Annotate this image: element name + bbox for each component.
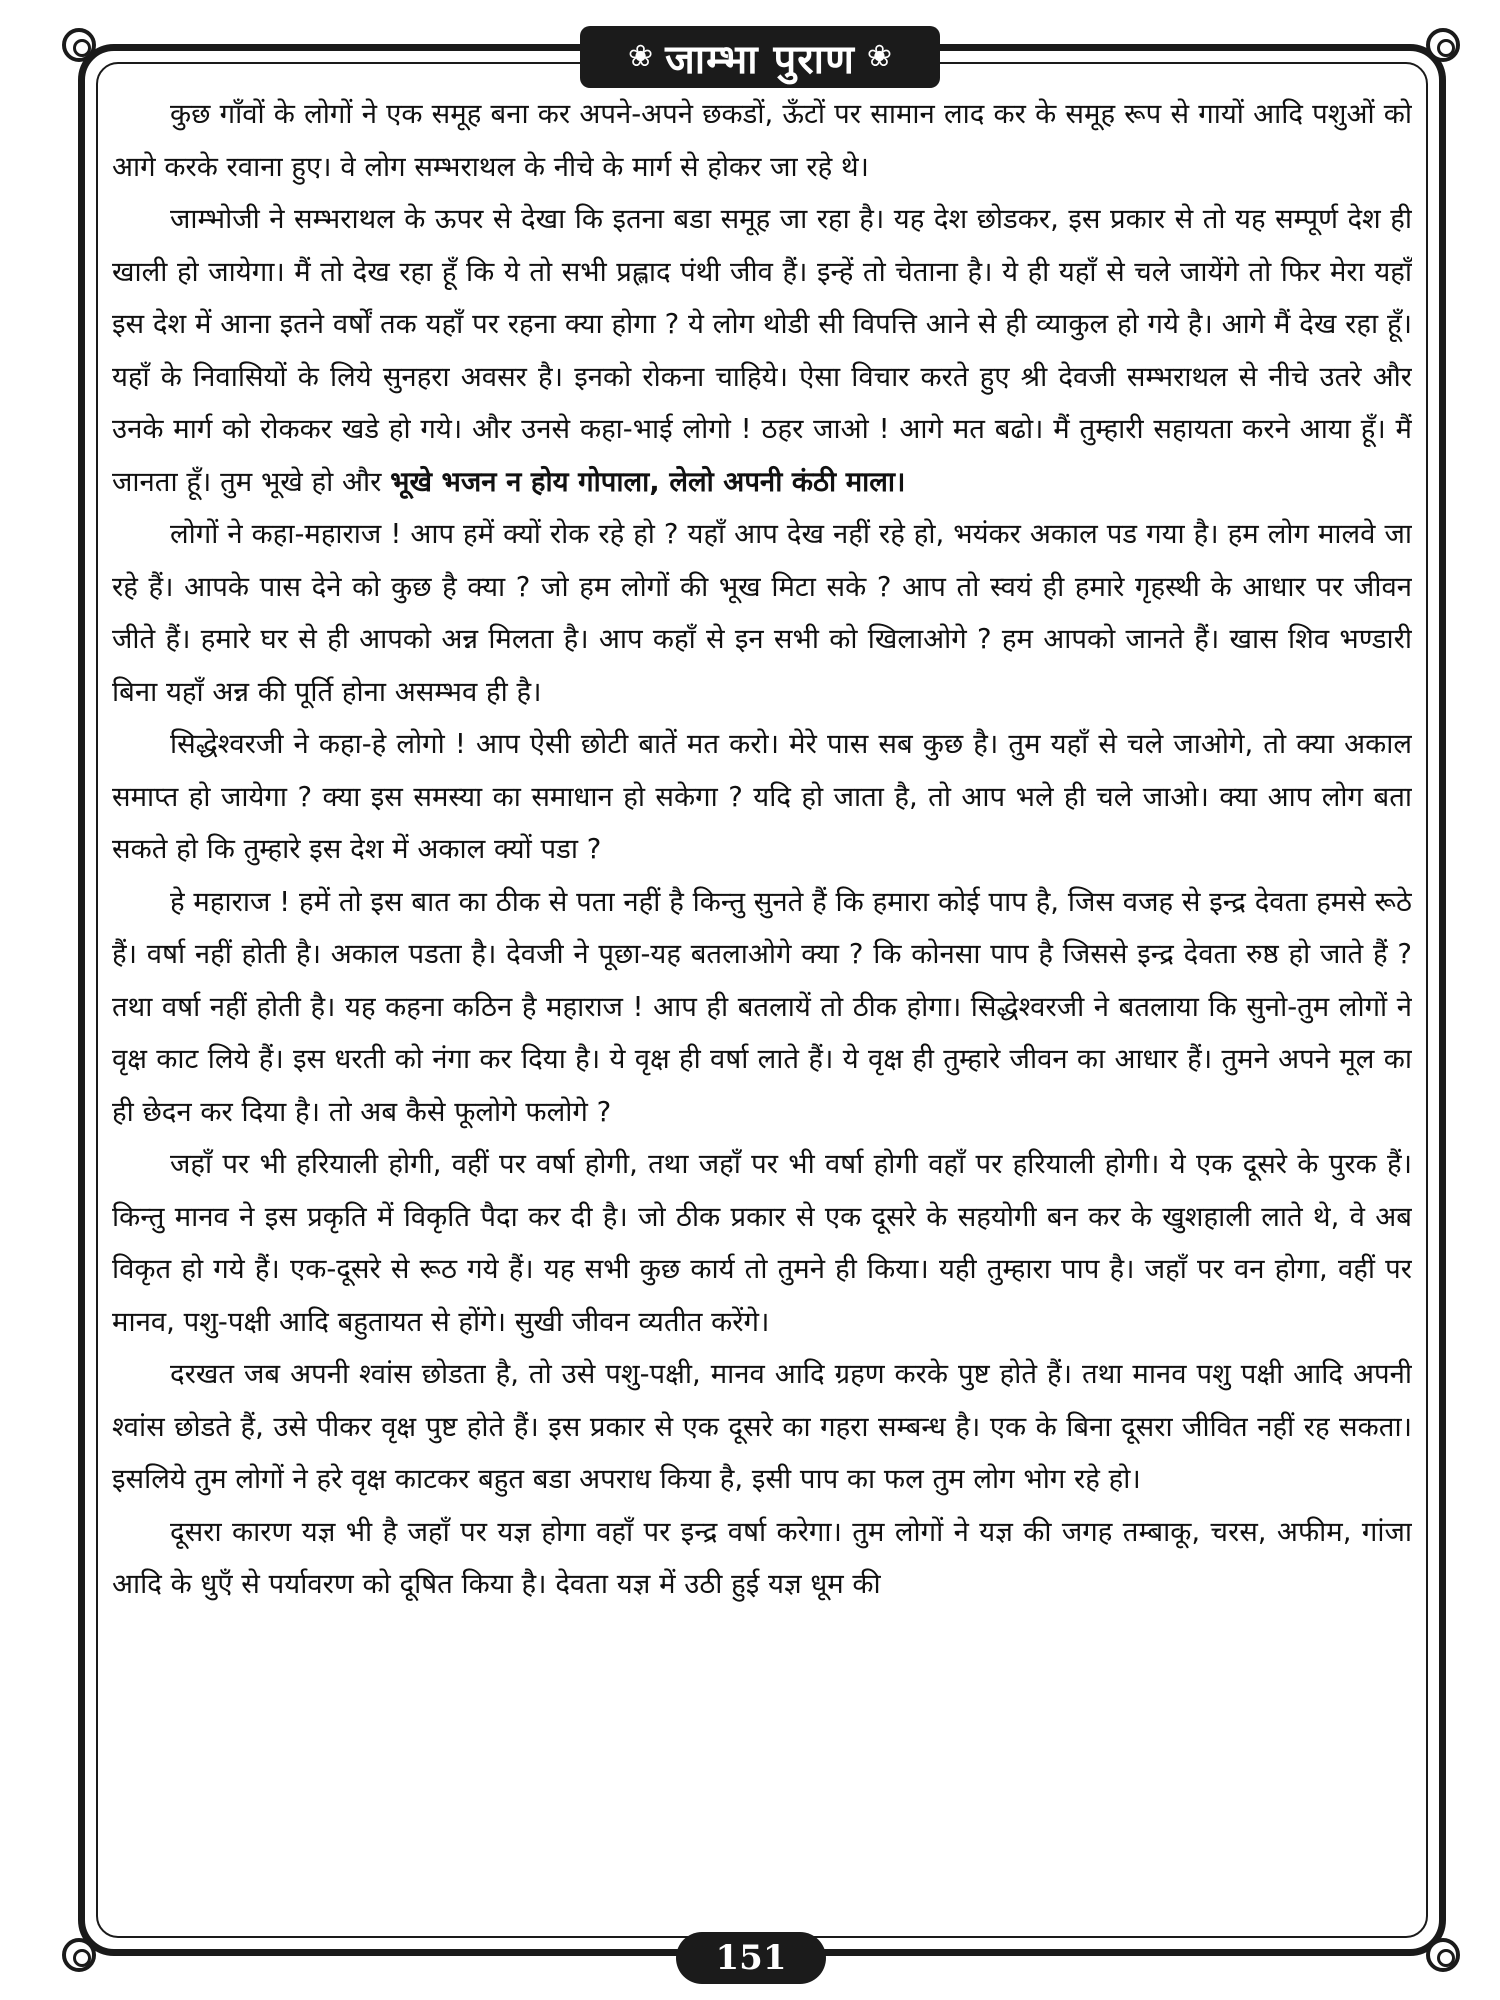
paragraph-8: दूसरा कारण यज्ञ भी है जहाँ पर यज्ञ होगा वहाँ पर इन्द्र वर्षा करेगा। तुम लोगों ने यज्ञ की जगह तम्बाकू, चरस, अफीम, गांजा आदि के धुएँ से पर्यावरण को दूषित किया है। देवता यज्ञ में उठी हुई यज्ञ धूम की <box>112 1515 1412 1600</box>
paragraph-2-bold-verse: भूखे भजन न होय गोपाला, लेलो अपनी कंठी माला। <box>390 465 906 498</box>
paragraph-7: दरखत जब अपनी श्वांस छोडता है, तो उसे पशु-पक्षी, मानव आदि ग्रहण करके पुष्ट होते हैं। तथा मानव पशु पक्षी आदि अपनी श्वांस छोडते हैं, उसे पीकर वृक्ष पुष्ट होते हैं। इस प्रकार से एक दूसरे का गहरा सम्बन्ध है। एक के बिना दूसरा जीवित नहीं रह सकता। इसलिये तुम लोगों ने हरे वृक्ष काटकर बहुत बडा अपराध किया है, इसी पाप का फल तुम लोग भोग रहे हो। <box>112 1358 1412 1495</box>
book-title: जाम्भा पुराण <box>665 36 855 83</box>
corner-ornament-bottom-right <box>1426 1938 1460 1972</box>
paragraph-5: हे महाराज ! हमें तो इस बात का ठीक से पता नहीं है किन्तु सुनते हैं कि हमारा कोई पाप है, जिस वजह से इन्द्र देवता हमसे रूठे हैं। वर्षा नहीं होती है। अकाल पडता है। देवजी ने पूछा-यह बतलाओगे क्या ? कि कोनसा पाप है जिससे इन्द्र देवता रुष्ठ हो जाते हैं ? तथा वर्षा नहीं होती है। यह कहना कठिन है महाराज ! आप ही बतलायें तो ठीक होगा। सिद्धेश्वरजी ने बतलाया कि सुनो-तुम लोगों ने वृक्ष काट लिये हैं। इस धरती को नंगा कर दिया है। ये वृक्ष ही वर्षा लाते हैं। ये वृक्ष ही तुम्हारे जीवन का आधार हैं। तुमने अपने मूल का ही छेदन कर दिया है। तो अब कैसे फूलोगे फलोगे ? <box>112 885 1412 1128</box>
paragraph-3: लोगों ने कहा-महाराज ! आप हमें क्यों रोक रहे हो ? यहाँ आप देख नहीं रहे हो, भयंकर अकाल पड गया है। हम लोग मालवे जा रहे हैं। आपके पास देने को कुछ है क्या ? जो हम लोगों की भूख मिटा सके ? आप तो स्वयं ही हमारे गृहस्थी के आधार पर जीवन जीते हैं। हमारे घर से ही आपको अन्न मिलता है। आप कहाँ से इन सभी को खिलाओगे ? हम आपको जानते हैं। खास शिव भण्डारी बिना यहाँ अन्न की पूर्ति होना असम्भव ही है। <box>112 518 1412 708</box>
paragraph-4: सिद्धेश्वरजी ने कहा-हे लोगो ! आप ऐसी छोटी बातें मत करो। मेरे पास सब कुछ है। तुम यहाँ से चले जाओगे, तो क्या अकाल समाप्त हो जायेगा ? क्या इस समस्या का समाधान हो सकेगा ? यदि हो जाता है, तो आप भले ही चले जाओ। क्या आप लोग बता सकते हो कि तुम्हारे इस देश में अकाल क्यों पडा ? <box>112 728 1412 865</box>
paragraph-1: कुछ गाँवों के लोगों ने एक समूह बना कर अपने-अपने छकडों, ऊँटों पर सामान लाद कर के समूह रूप से गायों आदि पशुओं को आगे करके रवाना हुए। वे लोग सम्भराथल के नीचे के मार्ग से होकर जा रहे थे। <box>112 98 1412 183</box>
page-number-plate <box>676 1932 826 1984</box>
paragraph-6: जहाँ पर भी हरियाली होगी, वहीं पर वर्षा होगी, तथा जहाँ पर भी वर्षा होगी वहाँ पर हरियाली होगी। ये एक दूसरे के पुरक हैं। किन्तु मानव ने इस प्रकृति में विकृति पैदा कर दी है। जो ठीक प्रकार से एक दूसरे के सहयोगी बन कर के खुशहाली लाते थे, वे अब विकृत हो गये हैं। एक-दूसरे से रूठ गये हैं। यह सभी कुछ कार्य तो तुमने ही किया। यही तुम्हारा पाप है। जहाँ पर वन होगा, वहीं पर मानव, पशु-पक्षी आदि बहुतायत से होंगे। सुखी जीवन व्यतीत करेंगे। <box>112 1148 1412 1338</box>
flourish-left-icon: ❀ <box>627 39 654 74</box>
corner-ornament-bottom-left <box>62 1938 96 1972</box>
corner-ornament-top-right <box>1426 28 1460 62</box>
flourish-right-icon: ❀ <box>866 39 893 74</box>
corner-ornament-top-left <box>62 28 96 62</box>
header-title-plate <box>580 26 940 88</box>
page-body-text <box>112 88 1412 1896</box>
paragraph-2-text: जाम्भोजी ने सम्भराथल के ऊपर से देखा कि इतना बडा समूह जा रहा है। यह देश छोडकर, इस प्रकार से तो यह सम्पूर्ण देश ही खाली हो जायेगा। मैं तो देख रहा हूँ कि ये तो सभी प्रह्लाद पंथी जीव हैं। इन्हें तो चेताना है। ये ही यहाँ से चले जायेंगे तो फिर मेरा यहाँ इस देश में आना इतने वर्षों तक यहाँ पर रहना क्या होगा ? ये लोग थोडी सी विपत्ति आने से ही व्याकुल हो गये है। आगे मैं देख रहा हूँ। यहाँ के निवासियों के लिये सुनहरा अवसर है। इनको रोकना चाहिये। ऐसा विचार करते हुए श्री देवजी सम्भराथल से नीचे उतरे और उनके मार्ग को रोककर खडे हो गये। और उनसे कहा-भाई लोगो ! ठहर जाओ ! आगे मत बढो। मैं तुम्हारी सहायता करने आया हूँ। मैं जानता हूँ। तुम भूखे हो और <box>112 203 1412 498</box>
page-number: 151 <box>715 1938 787 1978</box>
paragraph-2 <box>112 193 1412 508</box>
